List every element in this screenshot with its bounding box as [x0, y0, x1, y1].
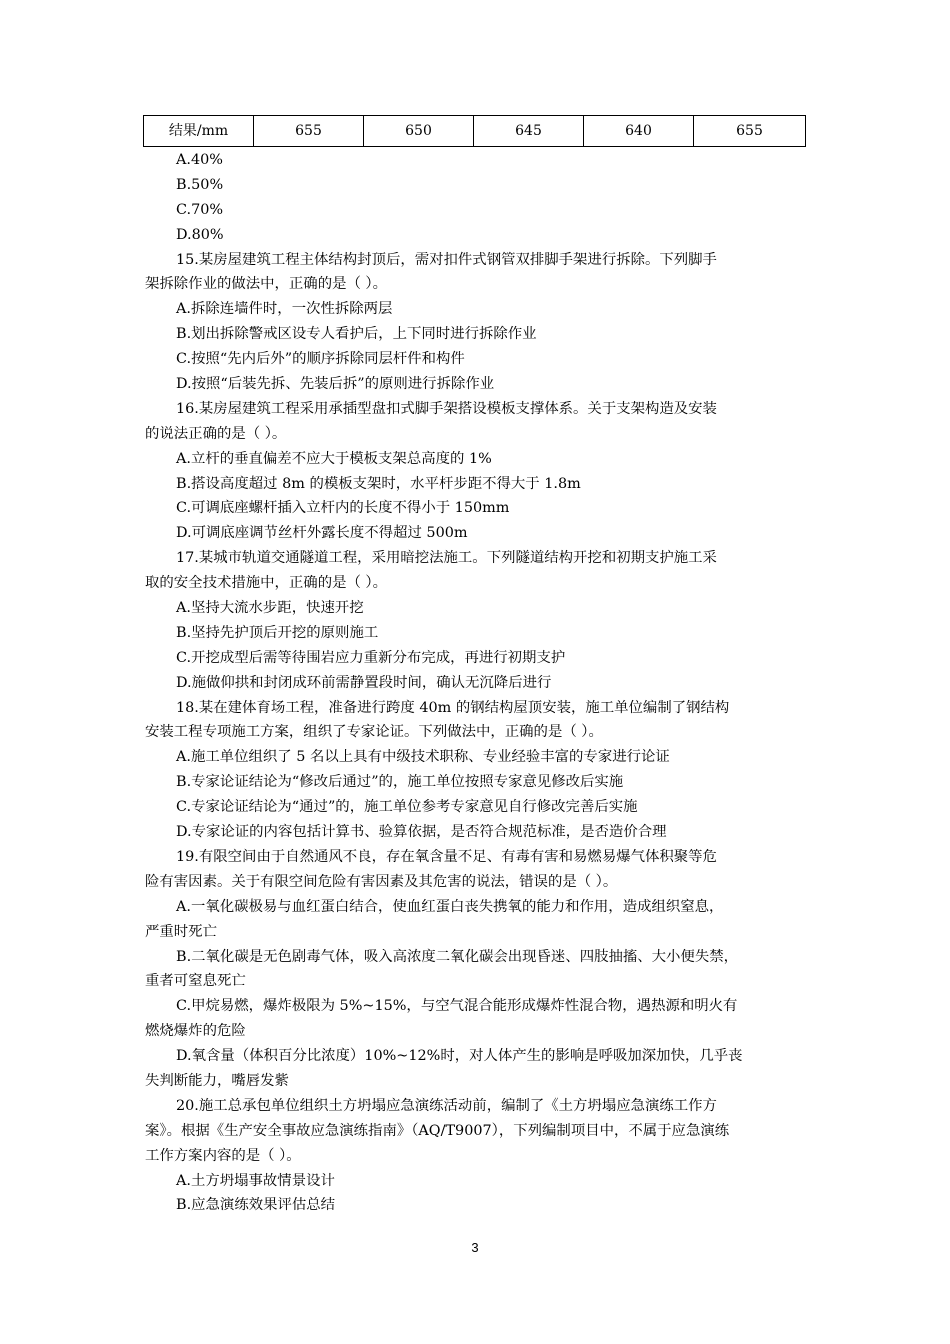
q15-option-d: D.按照“后装先拆、先装后拆”的原则进行拆除作业: [176, 376, 495, 393]
q17-option-a: A.坚持大流水步距，快速开挖: [176, 600, 364, 617]
q17-option-c: C.开挖成型后需等待围岩应力重新分布完成，再进行初期支护: [176, 649, 566, 666]
q16-stem-line-1: 16.某房屋建筑工程采用承插型盘扣式脚手架搭设模板支撑体系。关于支架构造及安装: [176, 400, 717, 417]
q14-option-c: C.70%: [176, 201, 224, 218]
q19-option-d-line-2: 失判断能力，嘴唇发紫: [145, 1072, 289, 1089]
q19-option-a-line-1: A.一氧化碳极易与血红蛋白结合，使血红蛋白丧失携氧的能力和作用，造成组织窒息，: [176, 898, 724, 915]
q18-option-b: B.专家论证结论为“修改后通过”的，施工单位按照专家意见修改后实施: [176, 774, 624, 791]
q14-option-a: A.40%: [176, 152, 223, 168]
q19-stem-line-1: 19.有限空间由于自然通风不良，存在氧含量不足、有毒有害和易燃易爆气体积聚等危: [176, 848, 717, 865]
table-cell: 655: [254, 116, 364, 147]
q16-option-c: C.可调底座螺杆插入立杆内的长度不得小于 150mm: [176, 500, 510, 517]
q18-option-c: C.专家论证结论为“通过”的，施工单位参考专家意见自行修改完善后实施: [176, 799, 638, 816]
table-cell: 655: [694, 116, 806, 147]
q19-option-d-line-1: D.氧含量（体积百分比浓度）10%~12%时，对人体产生的影响是呼吸加深加快，几乎丧: [176, 1048, 743, 1065]
q18-stem-line-1: 18.某在建体育场工程，准备进行跨度 40m 的钢结构屋顶安装，施工单位编制了钢结构: [176, 699, 730, 716]
table-cell: 640: [584, 116, 694, 147]
q15-stem-line-1: 15.某房屋建筑工程主体结构封顶后，需对扣件式钢管双排脚手架进行拆除。下列脚手: [176, 251, 717, 268]
q19-option-a-line-2: 严重时死亡: [145, 923, 217, 940]
q17-stem-line-2: 取的安全技术措施中，正确的是（ ）。: [145, 575, 388, 592]
q20-stem-line-3: 工作方案内容的是（ ）。: [145, 1147, 301, 1164]
page-number: 3: [471, 1240, 479, 1255]
table-row-label: 结果/mm: [144, 116, 254, 147]
q18-option-a: A.施工单位组织了 5 名以上具有中级技术职称、专业经验丰富的专家进行论证: [176, 749, 670, 766]
q20-option-a: A.土方坍塌事故情景设计: [176, 1172, 335, 1189]
q15-stem-line-2: 架拆除作业的做法中，正确的是（ ）。: [145, 276, 388, 293]
q17-stem-line-1: 17.某城市轨道交通隧道工程，采用暗挖法施工。下列隧道结构开挖和初期支护施工采: [176, 550, 717, 567]
q17-option-b: B.坚持先护顶后开挖的原则施工: [176, 624, 379, 641]
q19-option-c-line-1: C.甲烷易燃，爆炸极限为 5%~15%，与空气混合能形成爆炸性混合物，遇热源和明火有: [176, 998, 738, 1015]
q16-stem-line-2: 的说法正确的是（ ）。: [145, 425, 287, 442]
q18-stem-line-2: 安装工程专项施工方案，组织了专家论证。下列做法中，正确的是（ ）。: [145, 724, 603, 741]
q19-stem-line-2: 险有害因素。关于有限空间危险有害因素及其危害的说法，错误的是（ ）。: [145, 873, 618, 890]
question-content: [145, 148, 807, 1218]
q16-option-d: D.可调底座调节丝杆外露长度不得超过 500m: [176, 525, 468, 542]
q14-option-d: D.80%: [176, 226, 224, 243]
q18-option-d: D.专家论证的内容包括计算书、验算依据，是否符合规范标准，是否造价合理: [176, 824, 667, 841]
q19-option-b-line-2: 重者可窒息死亡: [145, 973, 246, 990]
q19-option-b-line-1: B.二氧化碳是无色剧毒气体，吸入高浓度二氧化碳会出现昏迷、四肢抽搐、大小便失禁，: [176, 948, 738, 965]
table-row: [144, 116, 806, 147]
q16-option-a: A.立杆的垂直偏差不应大于模板支架总高度的 1%: [176, 450, 492, 467]
q20-stem-line-2: 案》。根据《生产安全事故应急演练指南》（AQ/T9007），下列编制项目中，不属于应急演练: [145, 1122, 730, 1139]
q17-option-d: D.施做仰拱和封闭成环前需静置段时间，确认无沉降后进行: [176, 674, 552, 691]
table-cell: 645: [474, 116, 584, 147]
results-table: [143, 115, 806, 147]
q15-option-c: C.按照“先内后外”的顺序拆除同层杆件和构件: [176, 351, 465, 368]
table-cell: 650: [364, 116, 474, 147]
q14-option-b: B.50%: [176, 176, 224, 193]
q20-option-b: B.应急演练效果评估总结: [176, 1197, 336, 1214]
q16-option-b: B.搭设高度超过 8m 的模板支架时，水平杆步距不得大于 1.8m: [176, 475, 581, 492]
q20-stem-line-1: 20.施工总承包单位组织土方坍塌应急演练活动前，编制了《土方坍塌应急演练工作方: [176, 1097, 717, 1114]
q15-option-b: B.划出拆除警戒区设专人看护后，上下同时进行拆除作业: [176, 326, 537, 343]
q19-option-c-line-2: 燃烧爆炸的危险: [145, 1023, 246, 1040]
q15-option-a: A.拆除连墙件时，一次性拆除两层: [176, 301, 393, 318]
